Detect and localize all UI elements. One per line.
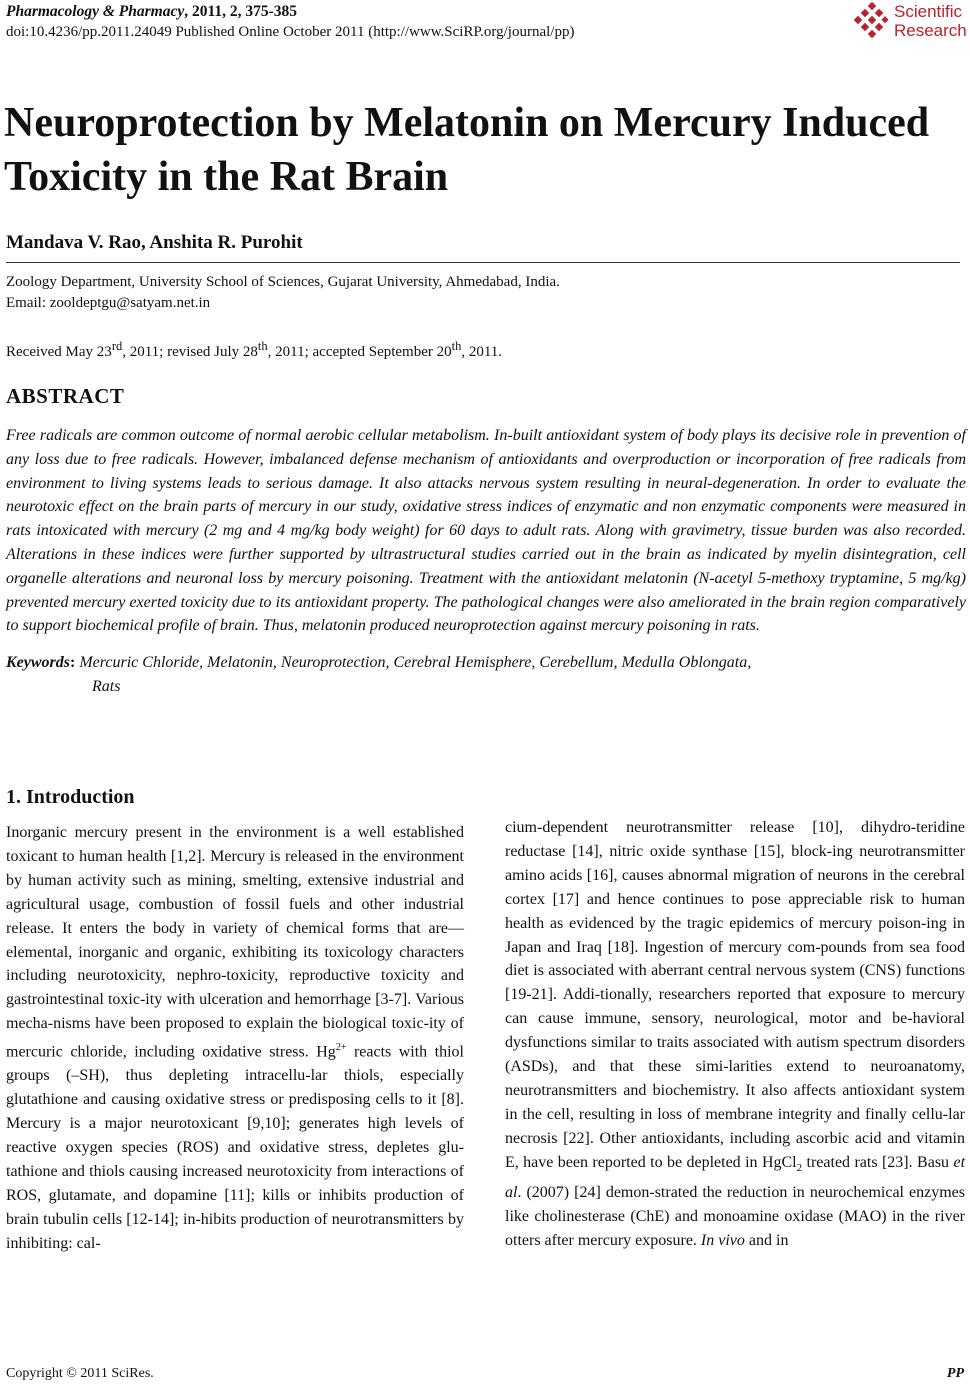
journal-volume: , 2011, 2, 375-385	[184, 3, 298, 20]
left-column	[6, 821, 464, 1256]
authors: Mandava V. Rao, Anshita R. Purohit	[6, 232, 303, 253]
logo-wordmark: Scientific Research	[894, 2, 967, 40]
divider	[6, 262, 960, 263]
paper-title: Neuroprotection by Melatonin on Mercury Induced Toxicity in the Rat Brain	[4, 100, 930, 200]
publisher-logo	[852, 2, 968, 44]
section-heading: 1. Introduction	[6, 786, 135, 808]
intro-paragraph-left: Inorganic mercury present in the environment is a well established toxicant to human health [1,2]. Mercury is released in the environment by human activity such as mining, smelting, extensive industrial and agricultural usage, combustion of fossil fuels and other industrial release. It enters the body in variety of chemical forms that are—elemental, inorganic and organic, exhibiting its toxicology characters including neurotoxicity, nephro-toxicity, reproductive toxicity and gastrointestinal toxic-ity with ulceration and hemorrhage [3-7]. Various mecha-nisms have been proposed to explain the biological toxic-ity of mercuric chloride, including oxidative stress. $Hg^{2+}$ reacts with thiol groups (–SH), thus depleting intracellu-lar thiols, especially glutathione and causing oxidative stress or predisposing cells to it [8]. Mercury is a major neurotoxicant [9,10]; generates high levels of reactive oxygen species (ROS) and oxidative stress, depletes glu-tathione and thiols causing increased neurotoxicity from interactions of ROS, glutamate, and dopamine [11]; kills or inhibits production of brain tubulin cells [12-14]; in-hibits production of neurotransmitters by inhibiting: cal-	[6, 824, 465, 1252]
journal-citation	[6, 2, 297, 22]
email: Email: zooldeptgu@satyam.net.in	[6, 295, 211, 311]
affiliation: Zoology Department, University School of Sciences, Gujarat University, Ahmedabad, India.	[6, 274, 560, 290]
keywords-label: Keywords	[6, 654, 70, 671]
doi-line: doi:10.4236/pp.2011.24049 Published Online October 2011 (http://www.SciRP.org/journal/pp)	[6, 24, 575, 40]
abstract-heading: ABSTRACT	[6, 384, 125, 408]
received-dates: Received May 23rd, 2011; revised July 28th, 2011; accepted September 20th, 2011.	[6, 339, 503, 360]
logo-diamond-icon	[852, 2, 892, 42]
keywords-values: Mercuric Chloride, Melatonin, Neuroprotection, Cerebral Hemisphere, Cerebellum, Medulla Oblongata,	[79, 654, 752, 671]
journal-name: Pharmacology & Pharmacy	[6, 3, 185, 20]
copyright: Copyright © 2011 SciRes.	[6, 1366, 154, 1381]
keywords: Keywords: Mercuric Chloride, Melatonin, Neuroprotection, Cerebral Hemisphere, Cerebellum, Medulla Oblongata, Rats	[6, 651, 966, 699]
keywords-continuation: Rats	[92, 678, 121, 695]
right-column	[505, 816, 965, 1253]
intro-paragraph-right: cium-dependent neurotransmitter release [10], dihydro-teridine reductase [14], nitric oxide synthase [15], block-ing neurotransmitter amino acids [16], causes abnormal migration of neurons in the cerebral cortex [17] and hence continues to pose appreciable risk to human health as evidenced by the tragic epidemics of mercury poison-ing in Japan and Iraq [18]. Ingestion of mercury com-pounds from sea food diet is associated with aberrant central nervous system (CNS) functions [19-21]. Addi-tionally, researchers reported that exposure to mercury can cause immune, sensory, neurological, motor and be-havioral dysfunctions similar to traits associated with autism spectrum disorders (ASDs), and that these simi-larities extend to neuroanatomy, neurotransmitters and biochemistry. It also affects antioxidant system in the cell, resulting in loss of membrane integrity and finally cellu-lar necrosis [22]. Other antioxidants, including ascorbic acid and vitamin E, have been reported to be depleted in HgCl$_2$ treated rats [23]. Basu et al. (2007) [24] demon-strated the reduction in neurochemical enzymes like cholinesterase (ChE) and monoamine oxidase (MAO) in the river otters after mercury exposure. In vivo and in	[505, 819, 966, 1249]
abstract-text: Free radicals are common outcome of normal aerobic cellular metabolism. In-built antioxidant system of body plays its decisive role in prevention of any loss due to free radicals. However, imbalanced defense mechanism of antioxidants and overproduction or incorporation of free radicals from environment to living systems leads to serious damage. It also attacks nervous system resulting in neural-degeneration. In order to evaluate the neurotoxic effect on the brain parts of mercury in our study, oxidative stress indices of enzymatic and non enzymatic components were measured in rats intoxicated with mercury (2 mg and 4 mg/kg body weight) for 60 days to adult rats. Along with gravimetry, tissue burden was also recorded. Alterations in these indices were further supported by ultrastructural studies carried out in the brain as indicated by myelin disintegration, cell organelle alterations and neuronal loss by mercury poisoning. Treatment with the antioxidant melatonin (N-acetyl 5-methoxy tryptamine, 5 mg/kg) prevented mercury exerted toxicity due to its antioxidant property. The pathological changes were also ameliorated in the brain region comparatively to support biochemical profile of brain. Thus, melatonin produced neuroprotection against mercury poisoning in rats.	[6, 427, 966, 635]
journal-abbreviation: PP	[946, 1366, 964, 1381]
